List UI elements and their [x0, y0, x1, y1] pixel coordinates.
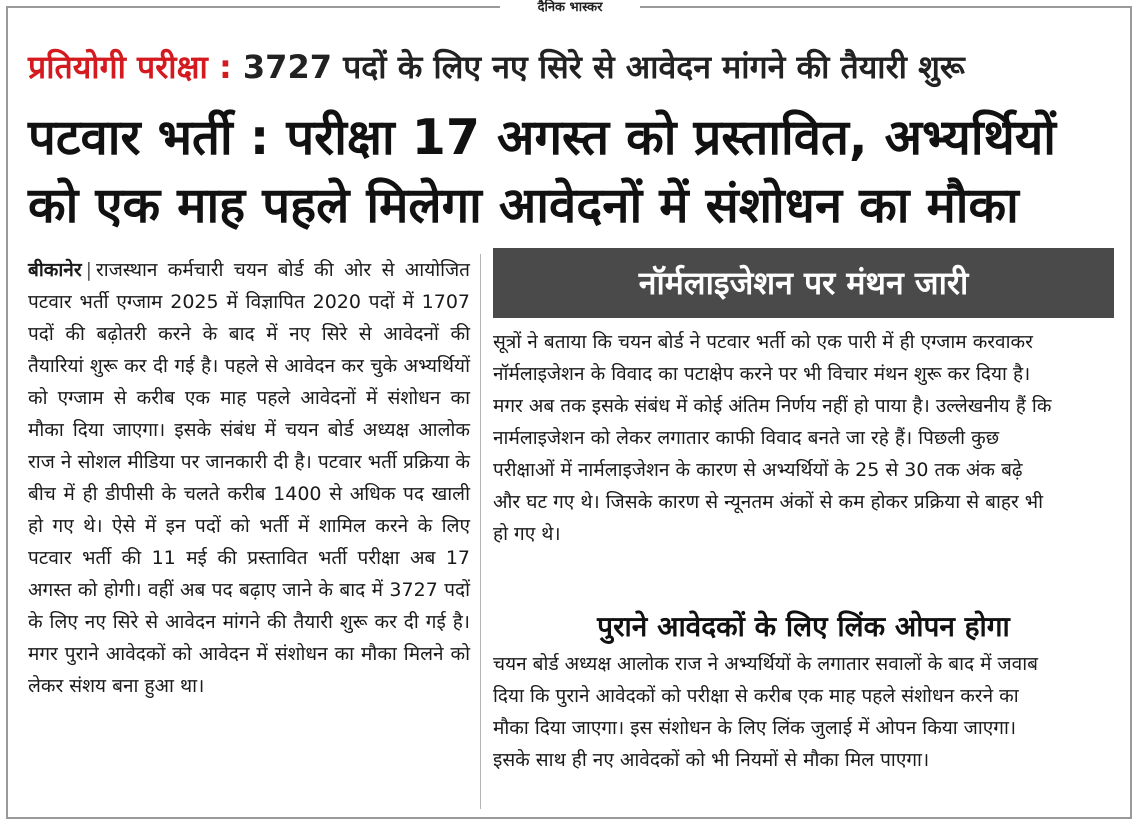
headline-line-1: पटवार भर्ती : परीक्षा 17 अगस्त को प्रस्तावित, अभ्यर्थियों [28, 109, 1056, 166]
main-headline [28, 104, 1118, 240]
right-column-paragraph-1: सूत्रों ने बताया कि चयन बोर्ड ने पटवार भर्ती को एक पारी में ही एग्जाम करवाकर नॉर्मलाइजेशन के विवाद का पटाक्षेप करने पर भी विचार मंथन शुरू कर दिया है। मगर अब तक इसके संबंध में कोई अंतिम निर्णय नहीं हो पाया है। उल्लेखनीय हैं कि नार्मलाइजेशन को लेकर लगातार काफी विवाद बनते जा रहे हैं। पिछली कुछ परीक्षाओं में नार्मलाइजेशन के कारण से अभ्यर्थियों के 25 से 30 तक अंक बढ़े और घट गए थे। जिसके कारण से न्यूनतम अंकों से कम होकर प्रक्रिया से बाहर भी हो गए थे। [493, 331, 1052, 545]
section-subheading: पुराने आवेदकों के लिए लिंक ओपन होगा [597, 610, 1010, 643]
newspaper-masthead: दैनिक भास्कर [500, 0, 640, 16]
kicker-line [28, 40, 1118, 94]
right-column-paragraph-2: चयन बोर्ड अध्यक्ष आलोक राज ने अभ्यर्थियों के लगातार सवालों के बाद में जवाब दिया कि पुराने आवेदकों को परीक्षा से करीब एक माह पहले संशोधन करने का मौका दिया जाएगा। इस संशोधन के लिए लिंक जुलाई में ओपन किया जाएगा। इसके साथ ही नए आवेदकों को भी नियमों से मौका मिल पाएगा। [493, 653, 1038, 771]
dateline-separator: | [85, 259, 93, 281]
left-column-body: राजस्थान कर्मचारी चयन बोर्ड की ओर से आयोजित पटवार भर्ती एग्जाम 2025 में विज्ञापित 2020 पदों में 1707 पदों की बढ़ोतरी करने के बाद में नए सिरे से आवेदनों की तैयारियां शुरू कर दी गई है। पहले से आवेदन कर चुके अभ्यर्थियों को एग्जाम से करीब एक माह पहले आवेदनों में संशोधन का मौका दिया जाएगा। इसके संबंध में चयन बोर्ड अध्यक्ष आलोक राज ने सोशल मीडिया पर जानकारी दी है। पटवार भर्ती प्रक्रिया के बीच में ही डीपीसी के चलते करीब 1400 से अधिक पद खाली हो गए थे। ऐसे में इन पदों को भर्ती में शामिल करने के लिए पटवार भर्ती की 11 मई की प्रस्तावित भर्ती परीक्षा अब 17 अगस्त को होगी। वहीं अब पद बढ़ाए जाने के बाद में 3727 पदों के लिए नए सिरे से आवेदन मांगने की तैयारी शुरू कर दी गई है। मगर पुराने आवेदकों को आवेदन में संशोधन का मौका मिलने को लेकर संशय बना हुआ था। [28, 259, 470, 697]
column-divider [480, 254, 481, 809]
headline-line-2: को एक माह पहले मिलेगा आवेदनों में संशोधन का मौका [28, 177, 1019, 234]
left-column-article [28, 254, 470, 702]
section-banner: नॉर्मलाइजेशन पर मंथन जारी [493, 248, 1114, 318]
dateline: बीकानेर [28, 259, 82, 281]
kicker-text: 3727 पदों के लिए नए सिरे से आवेदन मांगने की तैयारी शुरू [242, 48, 965, 86]
kicker-label: प्रतियोगी परीक्षा : [28, 48, 232, 86]
